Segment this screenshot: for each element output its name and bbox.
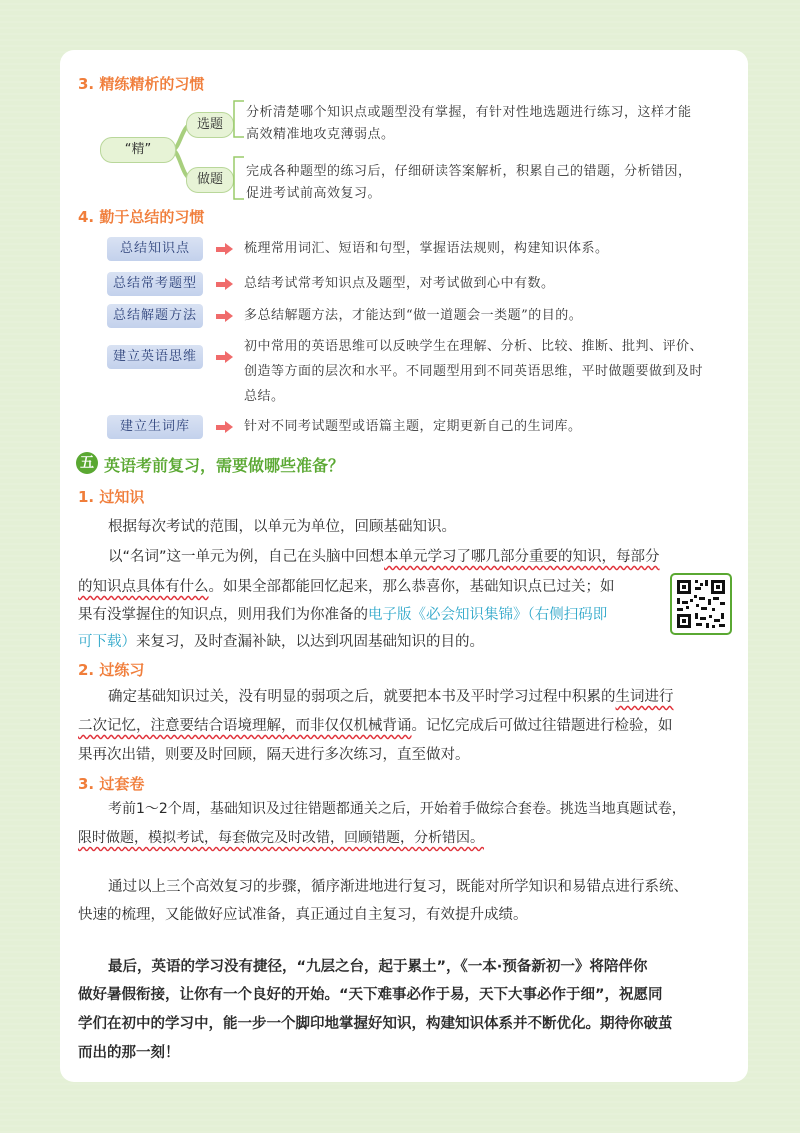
review-knowledge-heading: 1. 过知识 [78, 488, 145, 506]
review-practice-line1: 确定基础知识过关，没有明显的弱项之后，就要把本书及平时学习过程中积累的生词进行 [108, 689, 674, 705]
closing-line2: 做好暑假衔接，让你有一个良好的开始。“天下难事必作于易，天下大事必作于细”，祝愿同 [78, 987, 663, 1003]
review-knowledge-line5: 可下载）来复习，及时查漏补缺，以达到巩固基础知识的目的。 [78, 634, 484, 650]
mindmap-branch-select: 选题 [186, 112, 234, 138]
mindmap-center-node: “精” [100, 137, 176, 163]
review-knowledge-line3: 的知识点具体有什么。如果全部都能回忆起来，那么恭喜你，基础知识点已过关；如 [78, 579, 615, 595]
branch1-line1: 分析清楚哪个知识点或题型没有掌握，有针对性地选题进行练习，这样才能 [246, 105, 692, 120]
summary-line2: 快速的梳理，又能做好应试准备，真正通过自主复习，有效提升成绩。 [78, 907, 528, 923]
section5-title: 英语考前复习，需要做哪些准备？ [104, 456, 345, 475]
review-practice-line3: 果再次出错，则要及时回顾，隔天进行多次练习，直至做对。 [78, 747, 470, 763]
review-knowledge-line2: 以“名词”这一单元为例，自己在头脑中回想本单元学习了哪几部分重要的知识，每部分 [108, 549, 660, 565]
review-practice-heading: 2. 过练习 [78, 661, 145, 679]
common-questions-text: 总结考试常考知识点及题型，对考试做到心中有数。 [244, 276, 555, 291]
tag-english-thinking: 建立英语思维 [107, 345, 203, 369]
review-exam-line1: 考前1～2个周，基础知识及过往错题都通关之后，开始着手做综合套卷。挑选当地真题试卷， [108, 801, 686, 817]
solving-methods-text: 多总结解题方法，才能达到“做一道题会一类题”的目的。 [244, 308, 583, 323]
tag-common-questions: 总结常考题型 [107, 272, 203, 296]
review-knowledge-line4: 果有没掌握住的知识点，则用我们为你准备的电子版《必会知识集锦》（右侧扫码即 [78, 607, 608, 623]
download-link[interactable]: 电子版《必会知识集锦》（右侧扫码即 [368, 607, 608, 623]
closing-line4: 而出的那一刻！ [78, 1045, 180, 1061]
summary-line1: 通过以上三个高效复习的步骤，循序渐进地进行复习，既能对所学知识和易错点进行系统、 [108, 879, 688, 895]
review-exam-heading: 3. 过套卷 [78, 775, 145, 793]
mindmap-brackets [230, 99, 246, 209]
english-thinking-line3: 总结。 [244, 389, 285, 404]
qr-code-graphic [672, 575, 730, 633]
review-knowledge-line1: 根据每次考试的范围，以单元为单位，回顾基础知识。 [108, 519, 456, 535]
closing-line1: 最后，英语的学习没有捷径，“九层之台，起于累土”，《一本·预备新初一》将陪伴你 [108, 959, 648, 975]
summary-knowledge-text: 梳理常用词汇、短语和句型，掌握语法规则，构建知识体系。 [244, 241, 609, 256]
section4-heading: 4. 勤于总结的习惯 [78, 208, 205, 226]
english-thinking-line1: 初中常用的英语思维可以反映学生在理解、分析、比较、推断、批判、评价、 [244, 339, 704, 354]
download-link-continued[interactable]: 可下载） [78, 634, 136, 650]
branch2-line2: 促进考试前高效复习。 [246, 186, 382, 201]
mindmap-branch-practice: 做题 [186, 167, 234, 193]
branch1-line2: 高效精准地攻克薄弱点。 [246, 127, 395, 142]
review-practice-line2: 二次记忆，注意要结合语境理解，而非仅仅机械背诵。记忆完成后可做过往错题进行检验，如 [78, 718, 673, 734]
review-exam-line2: 限时做题，模拟考试，每套做完及时改错，回顾错题，分析错因。 [78, 830, 484, 846]
closing-line3: 学们在初中的学习中，能一步一个脚印地掌握好知识，构建知识体系并不断优化。期待你破茧 [78, 1016, 673, 1032]
vocab-bank-text: 针对不同考试题型或语篇主题，定期更新自己的生词库。 [244, 419, 582, 434]
tag-vocab-bank: 建立生词库 [107, 415, 203, 439]
tag-summary-knowledge: 总结知识点 [107, 237, 203, 261]
branch2-line1: 完成各种题型的练习后，仔细研读答案解析，积累自己的错题，分析错因， [246, 164, 692, 179]
qr-code-icon[interactable] [670, 573, 732, 635]
section3-heading: 3. 精练精析的习惯 [78, 75, 205, 93]
english-thinking-line2: 创造等方面的层次和水平。不同题型用到不同英语思维，平时做题要做到及时 [244, 364, 704, 379]
tag-solving-methods: 总结解题方法 [107, 304, 203, 328]
section5-badge: 五 [76, 452, 98, 474]
